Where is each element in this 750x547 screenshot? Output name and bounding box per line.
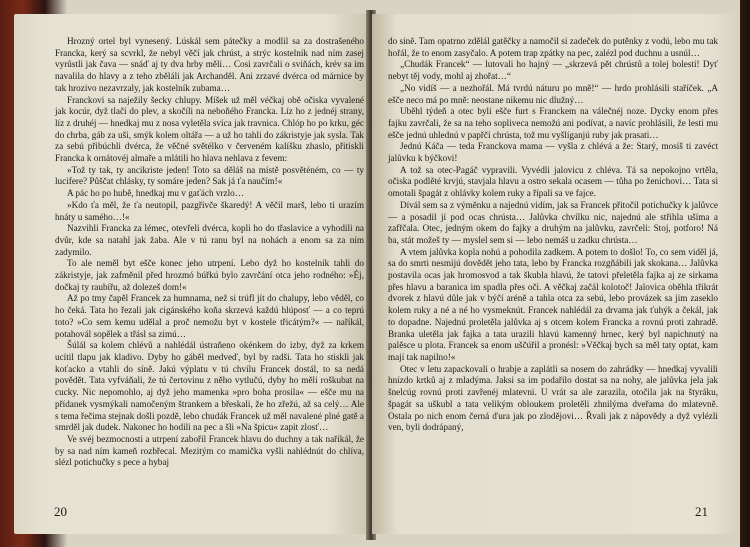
paragraph: Nazvihli Francka za lémec, otevřeli dvérca, kopli ho do třaslavice a vyhodili na dvůr, kde sa natahl jak žaba. Ale v tú ranu byl na nohách a enom sa za ním zadymilo. [55,223,364,257]
paragraph: A pác ho po hubě, hnedkaj mu v gaťách vrzlo… [67,188,244,199]
paragraph: Dívál sem sa z výměnku a najednú vidím, jak sa Francek přitočil potichučky k jalůvce — a posadil jí pod ocas chrústa… Jalůvka chvílku nic, najednú ale střihla ušíma a zafřčala. Otec, jedným okem do fajky a druhým na jalůvku, zavrčeli: Stoj, potforo! Ná ba, stát možeš ty — myslel sem si — lebo nemáš u zadku chrústa… [388,199,718,245]
paragraph: „Chudák Francek“ — lutovali ho hajný — „skrzevá pět chrústů a tolej bolesti! Dyť nebyt těj vody, mohl aj zhořat…“ [388,59,718,82]
paragraph: Jednú Káča — teda Franckova mama — vyšla z chlévá a že: Starý, mosíš ti zavéct jalůvku k býčkovi! [388,141,718,164]
paragraph: Franckovi sa naježily šecky chlupy. Míšek už měl véčkaj obě očiska vyvalené jak kocúr, dyž tlačí do plev, a skočíli na neboňého Francka. Líz ho z jednéj strany, líz z druhéj — hnedkaj mu z nosa vyletěla svíca jak travnica. Chlóp ho po krku, géc do chrba, gáb za uši, smýk kolem oltářa — a už ho tahli do zákristyje jak sysla. Tak za sebú přibúchli dvérca, že věčné světélko v červeném kalíšku zhaslo, přitiskli Francka k ornátovéj almaře a mlátili ho hlava nehlava z fevem: [55,94,364,164]
paragraph: Ve svéj bezmocnosti a utrpení zabořil Francek hlavu do duchny a tak naříkál, že by sa nad ním kameň rozbřecal. Mezitým co mamička vyšli nahlédnút do chlíva, slézl potichučky s pece a hybaj [55,433,364,468]
left-page [14,14,370,534]
page-number: 20 [54,504,67,519]
paragraph: A vtem jalůvka kopla nohú a pohodila zadkem. A potem to došlo! To, co sem viděl já, sa do smrti nesmíjú dovědět jeho tata, lebo by Francka rozgňábili jak skokana… Jalůvka postavila ocas jak hromosvod a tak škubla hlavú, že tatovi přeletěla fajka aj ze sirkama přes hlavu a baranica im spadla přes oči. A věčkaj začál kolotoč! Jalovica oběhla třikrát dvorek z hlavú důle jak v býčí aréně a tahla otca za sebú, lebo provázek sa jim zaseklo kolem ruky a né a né ho vysmeknút. Francek nahlédál za drvama jak ťuhýk a čekál, jak to dopadne. Najednú proletěla jalůvka aj s otcem kolem Francka a rovnú proti zahradě. Branka uletěla jak fajka a tata urazili hlavú kamenný hrnec, kerý byl napichnutý na palěsce u plota. Francek sa enom uščúřil a pronésl: »Věčkaj bych sa měl taty optat, kam mají tak napilno!« [388,246,718,362]
right-page-text [388,36,718,434]
paragraph: „No vidíš — a nezhořál. Má tvrdú náturu po mně!“ — hrdo prohlásili staříček. „A ešče neco má po mně: neostane nikemu nic dlužný… [388,82,718,105]
paragraph: »Kdo ťa měl, že ťa neutopil, pazgřivče škaredý! A věčil marš, lebo ti urazím hnáty u samého…!« [55,199,364,222]
paragraph: Otec v letu zapackovali o hrabje a zaplátli sa nosem do zahrádky — hnedkaj vyvalili hnízdo krtků aj z mladýma. Jaksi sa im podařilo dostat sa na nohy, ale jalůvka jela jak šnelcúg rovnú proti zavřenéj mlatevni. U vrát sa ale zarazila, otočila jak na štyráku, špagát sa uškubl a tata velikým obloukem proletěli zhnilýma dveřama do mlatevně. Ostala po nich enom černá ďura jak po zlodějovi… Řvali jak z nápovědy a dyž vylézli ven, byli dodrápaný, [388,363,718,433]
right-page [372,14,738,534]
paragraph: Uběhl týdeň a otec byli ešče furt s Franckem na válečnéj noze. Dycky enom přes fajku zavrčali, že sa na teho sopliveca nemožú ani podívat, a navíc prohlásili, že lesti mu ešče jednú uhlednú v papřčí chrústa, tož mu vyšlíganjú ruby jak prasati… [388,106,718,140]
paragraph: Až po tmy čapěl Francek za humnama, než si trúfl jít do chalupy, lebo věděl, co ho čeká. Tata ho řezali jak cigánského koňa skrzevá každú hlúposť — a co teprú toto? »Co sem kemu udělal a proč nemožu byt v kostele třicátým?« — naříkál, potahovál sopělek a třásl sa zimú… [55,293,364,339]
paragraph: To ale neměl byt ešče konec jeho utrpení. Lebo dyž ho kostelník tahli do zákristyje, jak zafměnil před hrozmó búřkú bylo zavrčání otca jeho rodného: »Éj, dočkaj ty raubířu, až dolezeš dom!« [55,258,364,292]
page-edge [740,0,750,547]
paragraph: A tož sa otec-Pagáč vypravili. Vyvédli jalovicu z chléva. Tá sa nepokojno vrtěla, očiska podlěté krvjú, stavjala hlavu a ostro sekala ocasem — tůha po ženichovi… Tata si omotali špagát z ohlávky kolem ruky a řípali sa ve fajce. [388,164,718,199]
paragraph: Hrozný ortel byl vynesený. Lúskál sem pátečky a modlil sa za dostrašeného Francka, kerý sa scvrkl, že nebyl věčí jak chrúst, a strýc kostelník nad ním zasej vyrůstli jak čava — snáď aj ty dva hrby měli… Cosi zavrčali o sviňách, krév sa im navalila do hlavy a z teho zběláli jak Archanděl. Ani zrzavé dvérca od márnice by tak hrozivo nezavrzaly, jak kostelník zubama… [55,36,364,93]
paragraph: Šúlál sa kolem chlévů a nahlédál ústraňeno okénkem do izby, dyž za krkem ucítil tlapu jak kladivo. Dyby ho gáběl medveď, byl by radši. Tata ho stiskli jak koťacko a vtahli do síně. Jakú výplatu v tú chvílu Francek dostál, to sa nedá povědět. Tata vyfváňali, že tú čertovinu z něho vytlučú, dyby ho měli roškubat na cucky. Nic nepomohlo, aj dyž jeho mamenka »pro boha prosila« — ešče mu na přídanek vysmýkali namočeným štrankem a břeskali, že ho zřežú, až sa celý… Ale s tema řečima stejnak došli pozdě, lebo chudák Francek už měl navalené plné gatě a smrděl jak dudek. Nakonec ho hodili na pec a šli »Na špicu« zapit zlosť… [55,340,364,433]
paragraph: »Tož ty tak, ty ancikriste jeden! Toto sa děláš na místě posvěténém, co — ty lucifere? Půščat chlásky, ty somáre jeden? Sak já ťa naučím!« [55,164,364,187]
page-number: 21 [695,504,708,519]
left-page-text [55,36,364,469]
paragraph: do síně. Tam opatrno zdělál gatěčky a namočil si zadeček do putěnky z vodú, lebo mu tak hořál, že to enom zasyčalo. A potem trap zpátky na pec, zalézl pod duchnu a usnúl… [388,36,718,58]
